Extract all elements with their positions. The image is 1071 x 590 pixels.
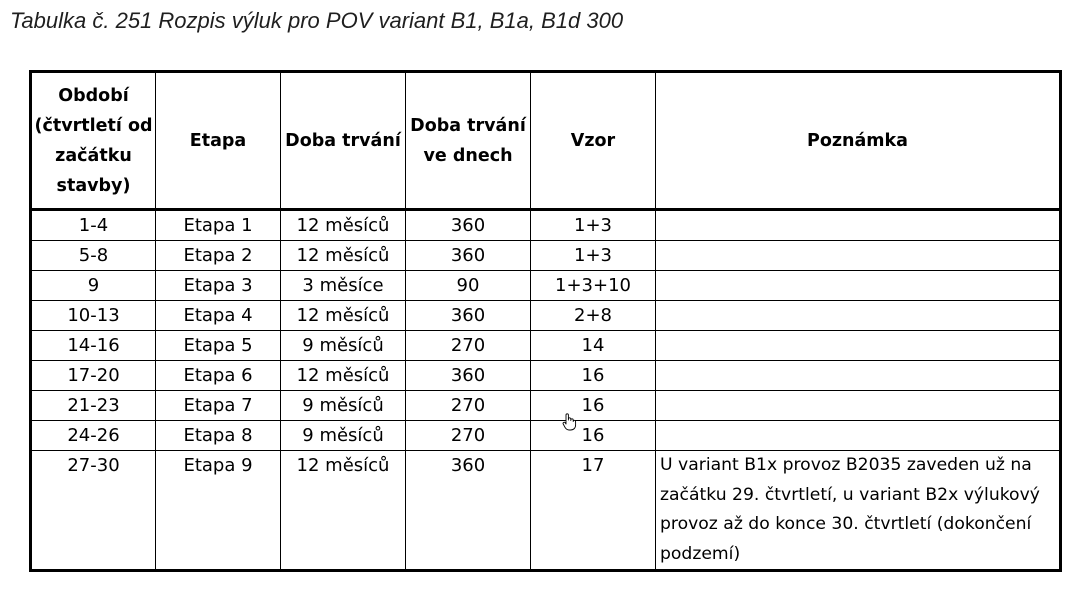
- cell-doba-trvani: 12 měsíců: [281, 301, 406, 331]
- table-header-row: [31, 72, 1061, 210]
- cell-obdobi: 1-4: [31, 210, 156, 241]
- cell-etapa: Etapa 6: [156, 361, 281, 391]
- cell-obdobi: 5-8: [31, 241, 156, 271]
- cell-dny: 270: [406, 391, 531, 421]
- cell-etapa: Etapa 9: [156, 451, 281, 571]
- cell-obdobi: 21-23: [31, 391, 156, 421]
- cell-obdobi: 27-30: [31, 451, 156, 571]
- cell-dny: 270: [406, 331, 531, 361]
- cell-doba-trvani: 12 měsíců: [281, 210, 406, 241]
- cell-poznamka: [656, 361, 1061, 391]
- table-row: [31, 331, 1061, 361]
- cell-vzor: 1+3: [531, 241, 656, 271]
- cell-etapa: Etapa 4: [156, 301, 281, 331]
- cell-obdobi: 9: [31, 271, 156, 301]
- table-row: [31, 210, 1061, 241]
- hand-cursor-icon: [561, 412, 579, 432]
- table-row: [31, 421, 1061, 451]
- cell-etapa: Etapa 8: [156, 421, 281, 451]
- cell-vzor: 17: [531, 451, 656, 571]
- cell-etapa: Etapa 3: [156, 271, 281, 301]
- cell-doba-trvani: 9 měsíců: [281, 391, 406, 421]
- header-obdobi: Období (čtvrtletí od začátku stavby): [31, 72, 156, 210]
- cell-etapa: Etapa 5: [156, 331, 281, 361]
- cell-doba-trvani: 12 měsíců: [281, 451, 406, 571]
- cell-poznamka: [656, 241, 1061, 271]
- cell-doba-trvani: 3 měsíce: [281, 271, 406, 301]
- cell-vzor: 2+8: [531, 301, 656, 331]
- cell-poznamka: [656, 421, 1061, 451]
- header-doba-trvani: Doba trvání: [281, 72, 406, 210]
- header-doba-trvani-dny: Doba trvání ve dnech: [406, 72, 531, 210]
- cell-etapa: Etapa 2: [156, 241, 281, 271]
- cell-obdobi: 17-20: [31, 361, 156, 391]
- table-row: [31, 301, 1061, 331]
- cell-poznamka: [656, 391, 1061, 421]
- table-caption: Tabulka č. 251 Rozpis výluk pro POV variant B1, B1a, B1d 300: [10, 8, 624, 33]
- table-row: [31, 361, 1061, 391]
- outage-schedule-table: [29, 70, 1062, 572]
- cell-etapa: Etapa 1: [156, 210, 281, 241]
- cell-vzor: 1+3: [531, 210, 656, 241]
- table-row: [31, 271, 1061, 301]
- cell-obdobi: 10-13: [31, 301, 156, 331]
- table-row: [31, 451, 1061, 571]
- cell-poznamka: [656, 301, 1061, 331]
- cell-vzor: 14: [531, 331, 656, 361]
- cell-poznamka: [656, 271, 1061, 301]
- table-row: [31, 391, 1061, 421]
- cell-dny: 360: [406, 301, 531, 331]
- cell-doba-trvani: 12 měsíců: [281, 361, 406, 391]
- cell-etapa: Etapa 7: [156, 391, 281, 421]
- header-poznamka: Poznámka: [656, 72, 1061, 210]
- cell-dny: 360: [406, 361, 531, 391]
- cell-vzor: 1+3+10: [531, 271, 656, 301]
- cell-dny: 360: [406, 451, 531, 571]
- cell-vzor: 16: [531, 421, 656, 451]
- cell-dny: 270: [406, 421, 531, 451]
- header-vzor: Vzor: [531, 72, 656, 210]
- cell-poznamka: [656, 210, 1061, 241]
- cell-doba-trvani: 9 měsíců: [281, 421, 406, 451]
- cell-obdobi: 14-16: [31, 331, 156, 361]
- cell-poznamka: [656, 331, 1061, 361]
- cell-vzor: 16: [531, 391, 656, 421]
- cell-poznamka: U variant B1x provoz B2035 zaveden už na začátku 29. čtvrtletí, u variant B2x výlukový provoz až do konce 30. čtvrtletí (dokončení podzemí): [656, 451, 1061, 571]
- cell-doba-trvani: 12 měsíců: [281, 241, 406, 271]
- header-etapa: Etapa: [156, 72, 281, 210]
- cell-dny: 360: [406, 210, 531, 241]
- cell-doba-trvani: 9 měsíců: [281, 331, 406, 361]
- cell-obdobi: 24-26: [31, 421, 156, 451]
- table-row: [31, 241, 1061, 271]
- cell-vzor: 16: [531, 361, 656, 391]
- cell-dny: 360: [406, 241, 531, 271]
- cell-dny: 90: [406, 271, 531, 301]
